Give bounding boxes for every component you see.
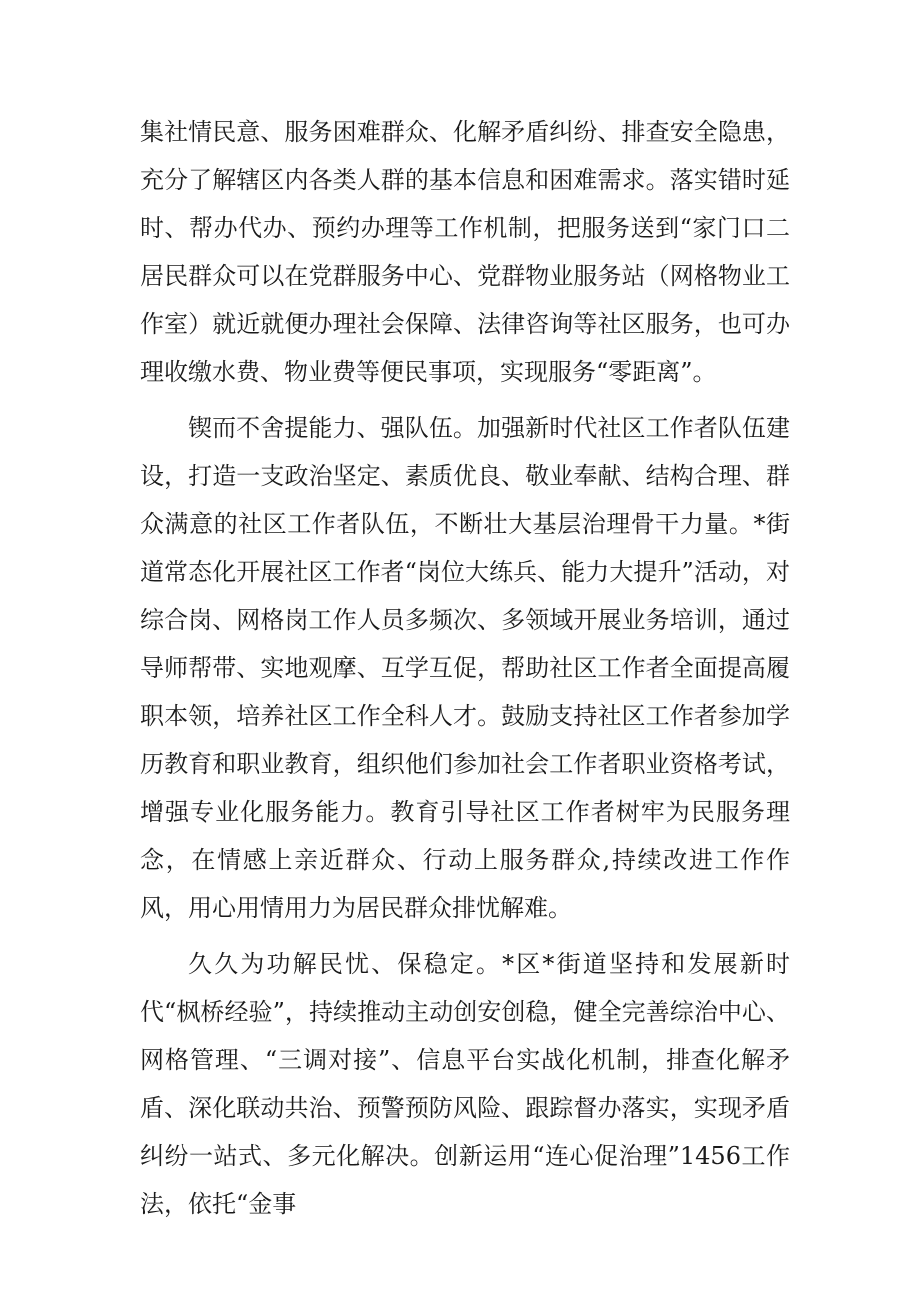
paragraph-team-building: 锲而不舍提能力、强队伍。加强新时代社区工作者队伍建设，打造一支政治坚定、素质优良、敬业奉献、结构合理、群众满意的社区工作者队伍，不断壮大基层治理骨干力量。*街道常态化开展社区工作者“岗位大练兵、能力大提升”活动，对综合岗、网格岗工作人员多频次、多领域开展业务培训，通过导师帮带、实地观摩、互学互促，帮助社区工作者全面提高履职本领，培养社区工作全科人才。鼓励支持社区工作者参加学历教育和职业教育，组织他们参加社会工作者职业资格考试，增强专业化服务能力。教育引导社区工作者树牢为民服务理念，在情感上亲近群众、行动上服务群众,持续改进工作作风，用心用情用力为居民群众排忧解难。 [140, 414, 790, 922]
document-body [140, 108, 790, 1228]
paragraph-service-continuation: 集社情民意、服务困难群众、化解矛盾纠纷、排查安全隐患，充分了解辖区内各类人群的基本信息和困难需求。落实错时延时、帮办代办、预约办理等工作机制，把服务送到“家门口二居民群众可以在党群服务中心、党群物业服务站（网格物业工作室）就近就便办理社会保障、法律咨询等社区服务，也可办理收缴水费、物业费等便民事项，实现服务“零距离”。 [140, 118, 790, 386]
paragraph-stability: 久久为功解民忧、保稳定。*区*街道坚持和发展新时代“枫桥经验”，持续推动主动创安创稳，健全完善综治中心、网格管理、“三调对接”、信息平台实战化机制，排查化解矛盾、深化联动共治、预警预防风险、跟踪督办落实，实现矛盾纠纷一站式、多元化解决。创新运用“连心促治理”1456工作法，依托“金事 [140, 950, 790, 1218]
